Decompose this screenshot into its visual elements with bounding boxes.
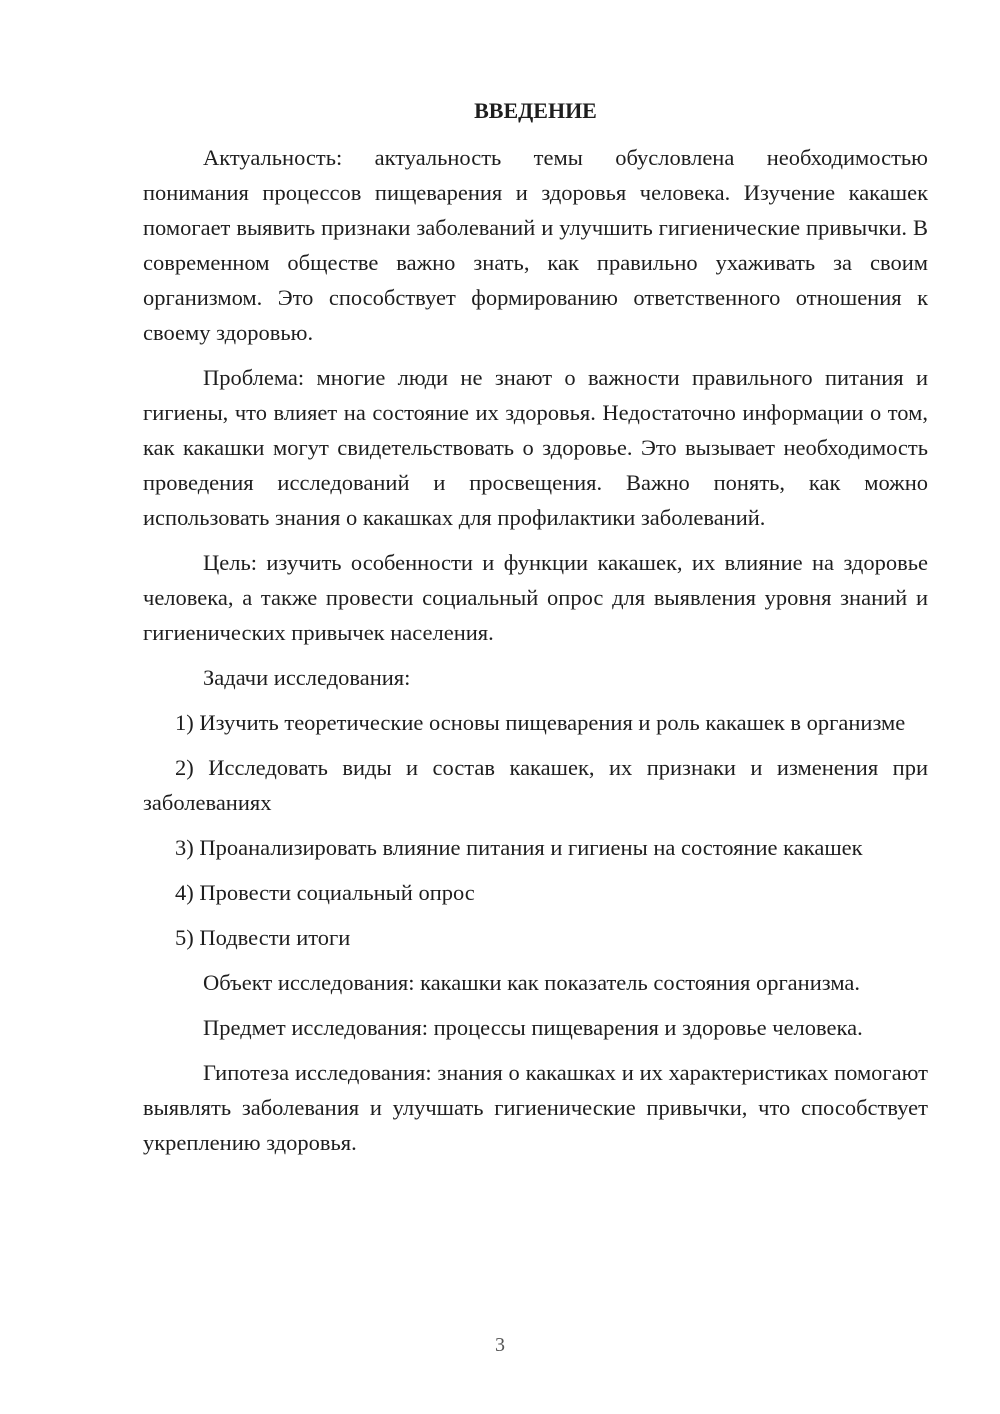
object-paragraph: Объект исследования: какашки как показатель состояния организма. <box>203 970 861 995</box>
relevance-paragraph: Актуальность: актуальность темы обусловлена необходимостью понимания процессов пищеварения и здоровья человека. Изучение какашек помогает выявить признаки заболеваний и улучшить гигиенические привычки. В современном обществе важно знать, как правильно ухаживать за своим организмом. Это способствует формированию ответственного отношения к своему здоровью. <box>143 145 928 345</box>
task-item-2: 2) Исследовать виды и состав какашек, их признаки и изменения при заболеваниях <box>143 755 928 815</box>
task-item-3: 3) Проанализировать влияние питания и гигиены на состояние какашек <box>175 835 863 860</box>
page-number: 3 <box>495 1334 505 1356</box>
document-body <box>143 96 928 1160</box>
task-item-5: 5) Подвести итоги <box>175 925 351 950</box>
section-heading: ВВЕДЕНИЕ <box>474 98 597 123</box>
goal-paragraph: Цель: изучить особенности и функции какашек, их влияние на здоровье человека, а также провести социальный опрос для выявления уровня знаний и гигиенических привычек населения. <box>143 550 928 645</box>
tasks-title: Задачи исследования: <box>203 665 411 690</box>
problem-paragraph: Проблема: многие люди не знают о важности правильного питания и гигиены, что влияет на состояние их здоровья. Недостаточно информации о том, как какашки могут свидетельствовать о здоровье. Это вызывает необходимость проведения исследований и просвещения. Важно понять, как можно использовать знания о какашках для профилактики заболеваний. <box>143 365 928 530</box>
task-item-1: 1) Изучить теоретические основы пищеварения и роль какашек в организме <box>175 710 906 735</box>
hypothesis-paragraph: Гипотеза исследования: знания о какашках и их характеристиках помогают выявлять заболевания и улучшать гигиенические привычки, что способствует укреплению здоровья. <box>143 1060 928 1155</box>
subject-paragraph: Предмет исследования: процессы пищеварения и здоровье человека. <box>203 1015 863 1040</box>
task-item-4: 4) Провести социальный опрос <box>175 880 475 905</box>
